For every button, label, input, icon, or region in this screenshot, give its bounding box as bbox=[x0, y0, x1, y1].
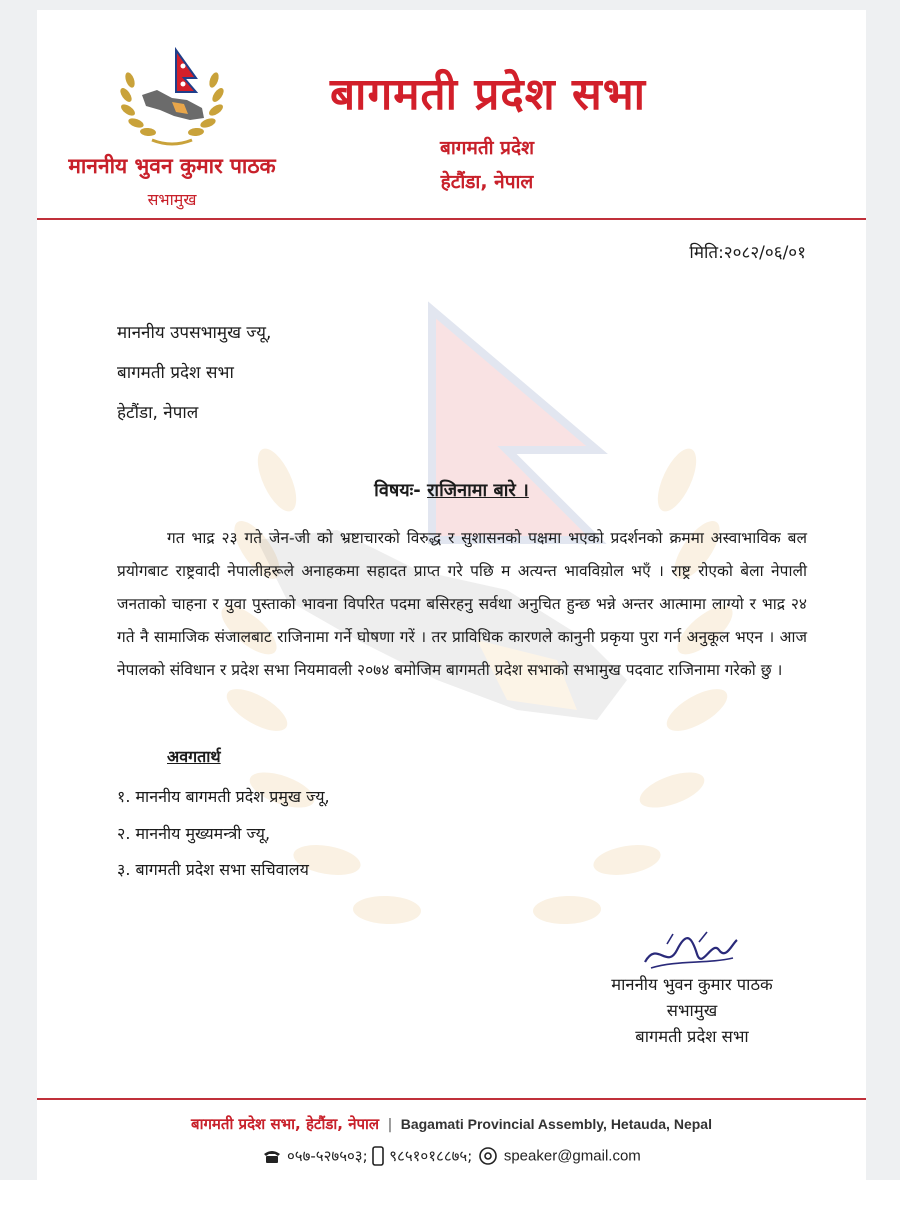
signatory-name: माननीय भुवन कुमार पाठक bbox=[611, 975, 773, 994]
subject-line bbox=[37, 478, 866, 502]
subject-label: विषयः- bbox=[374, 480, 421, 501]
address-line1: बागमती प्रदेश bbox=[439, 137, 534, 159]
letter-page bbox=[37, 10, 866, 1180]
speaker-name: माननीय भुवन कुमार पाठक bbox=[68, 154, 276, 178]
footer-contacts bbox=[37, 1146, 866, 1166]
footer-nepali-address: बागमती प्रदेश सभा, हेटौंडा, नेपाल bbox=[191, 1115, 380, 1133]
footer-english-address: Bagamati Provincial Assembly, Hetauda, Nepal bbox=[400, 1116, 712, 1132]
footer-divider bbox=[37, 1098, 866, 1100]
letter-body: गत भाद्र २३ गते जेन-जी को भ्रष्टाचारको विरुद्ध र सुशासनको पक्षमा भएको प्रदर्शनको क्रममा अस्वाभाविक बल प्रयोगबाट राष्ट्रवादी नेपालीहरूले अनाहकमा सहादत प्राप्त गरे पछि म अत्यन्त भावविय़ोल भएँ । राष्ट्र रोएको बेला नेपाली जनताको चाहना र युवा पुस्ताको भावना विपरित पदमा बसिरहनु सर्वथा अनुचित हुन्छ भन्ने अन्तर आत्मामा लाग्यो र भाद्र २४ गते नै सामाजिक संजालबाट राजिनामा गर्ने घोषणा गरें । तर प्राविधिक कारणले कानुनी प्रकृया पुरा गर्न अनुकूल भएन । आज नेपालको संविधान र प्रदेश सभा नियमावली २०७४ बमोजिम बागमती प्रदेश सभाको सभामुख पदवाट राजिनामा गरेको छु । bbox=[117, 529, 807, 679]
cc-item: १. माननीय बागमती प्रदेश प्रमुख ज्यू, bbox=[117, 787, 330, 806]
signatory-block bbox=[567, 972, 817, 1050]
nepal-map-flag-emblem-icon bbox=[112, 40, 232, 150]
header-divider bbox=[37, 218, 866, 220]
speaker-title: सभामुख bbox=[147, 190, 197, 209]
signatory-org: बागमती प्रदेश सभा bbox=[635, 1027, 749, 1046]
mobile-icon bbox=[372, 1146, 384, 1166]
bottom-margin bbox=[0, 1180, 900, 1211]
recipient-line: बागमती प्रदेश सभा bbox=[117, 363, 234, 383]
email-icon bbox=[477, 1146, 499, 1166]
cc-item: २. माननीय मुख्यमन्त्री ज्यू, bbox=[117, 824, 271, 843]
letter-date: मिति:२०८२/०६/०१ bbox=[689, 243, 806, 263]
cc-heading: अवगतार्थ bbox=[167, 747, 221, 766]
handwritten-signature bbox=[637, 920, 747, 980]
email-address[interactable]: speaker@gmail.com bbox=[503, 1147, 641, 1165]
phone-number: ०५७-५२७५०३; bbox=[286, 1147, 368, 1165]
subject-text: राजिनामा बारे । bbox=[427, 480, 529, 501]
recipient-line: हेटौंडा, नेपाल bbox=[117, 403, 199, 423]
signatory-title: सभामुख bbox=[666, 1001, 718, 1020]
assembly-title: बागमती प्रदेश सभा bbox=[329, 69, 647, 120]
footer-separator: | bbox=[387, 1117, 393, 1133]
phone-icon bbox=[262, 1148, 282, 1164]
mobile-number: ९८५१०१८८७५; bbox=[389, 1147, 473, 1165]
address-line2: हेटौंडा, नेपाल bbox=[440, 171, 534, 193]
footer-address bbox=[37, 1114, 866, 1134]
recipient-line: माननीय उपसभामुख ज्यू, bbox=[117, 323, 272, 343]
cc-item: ३. बागमती प्रदेश सभा सचिवालय bbox=[117, 860, 309, 879]
